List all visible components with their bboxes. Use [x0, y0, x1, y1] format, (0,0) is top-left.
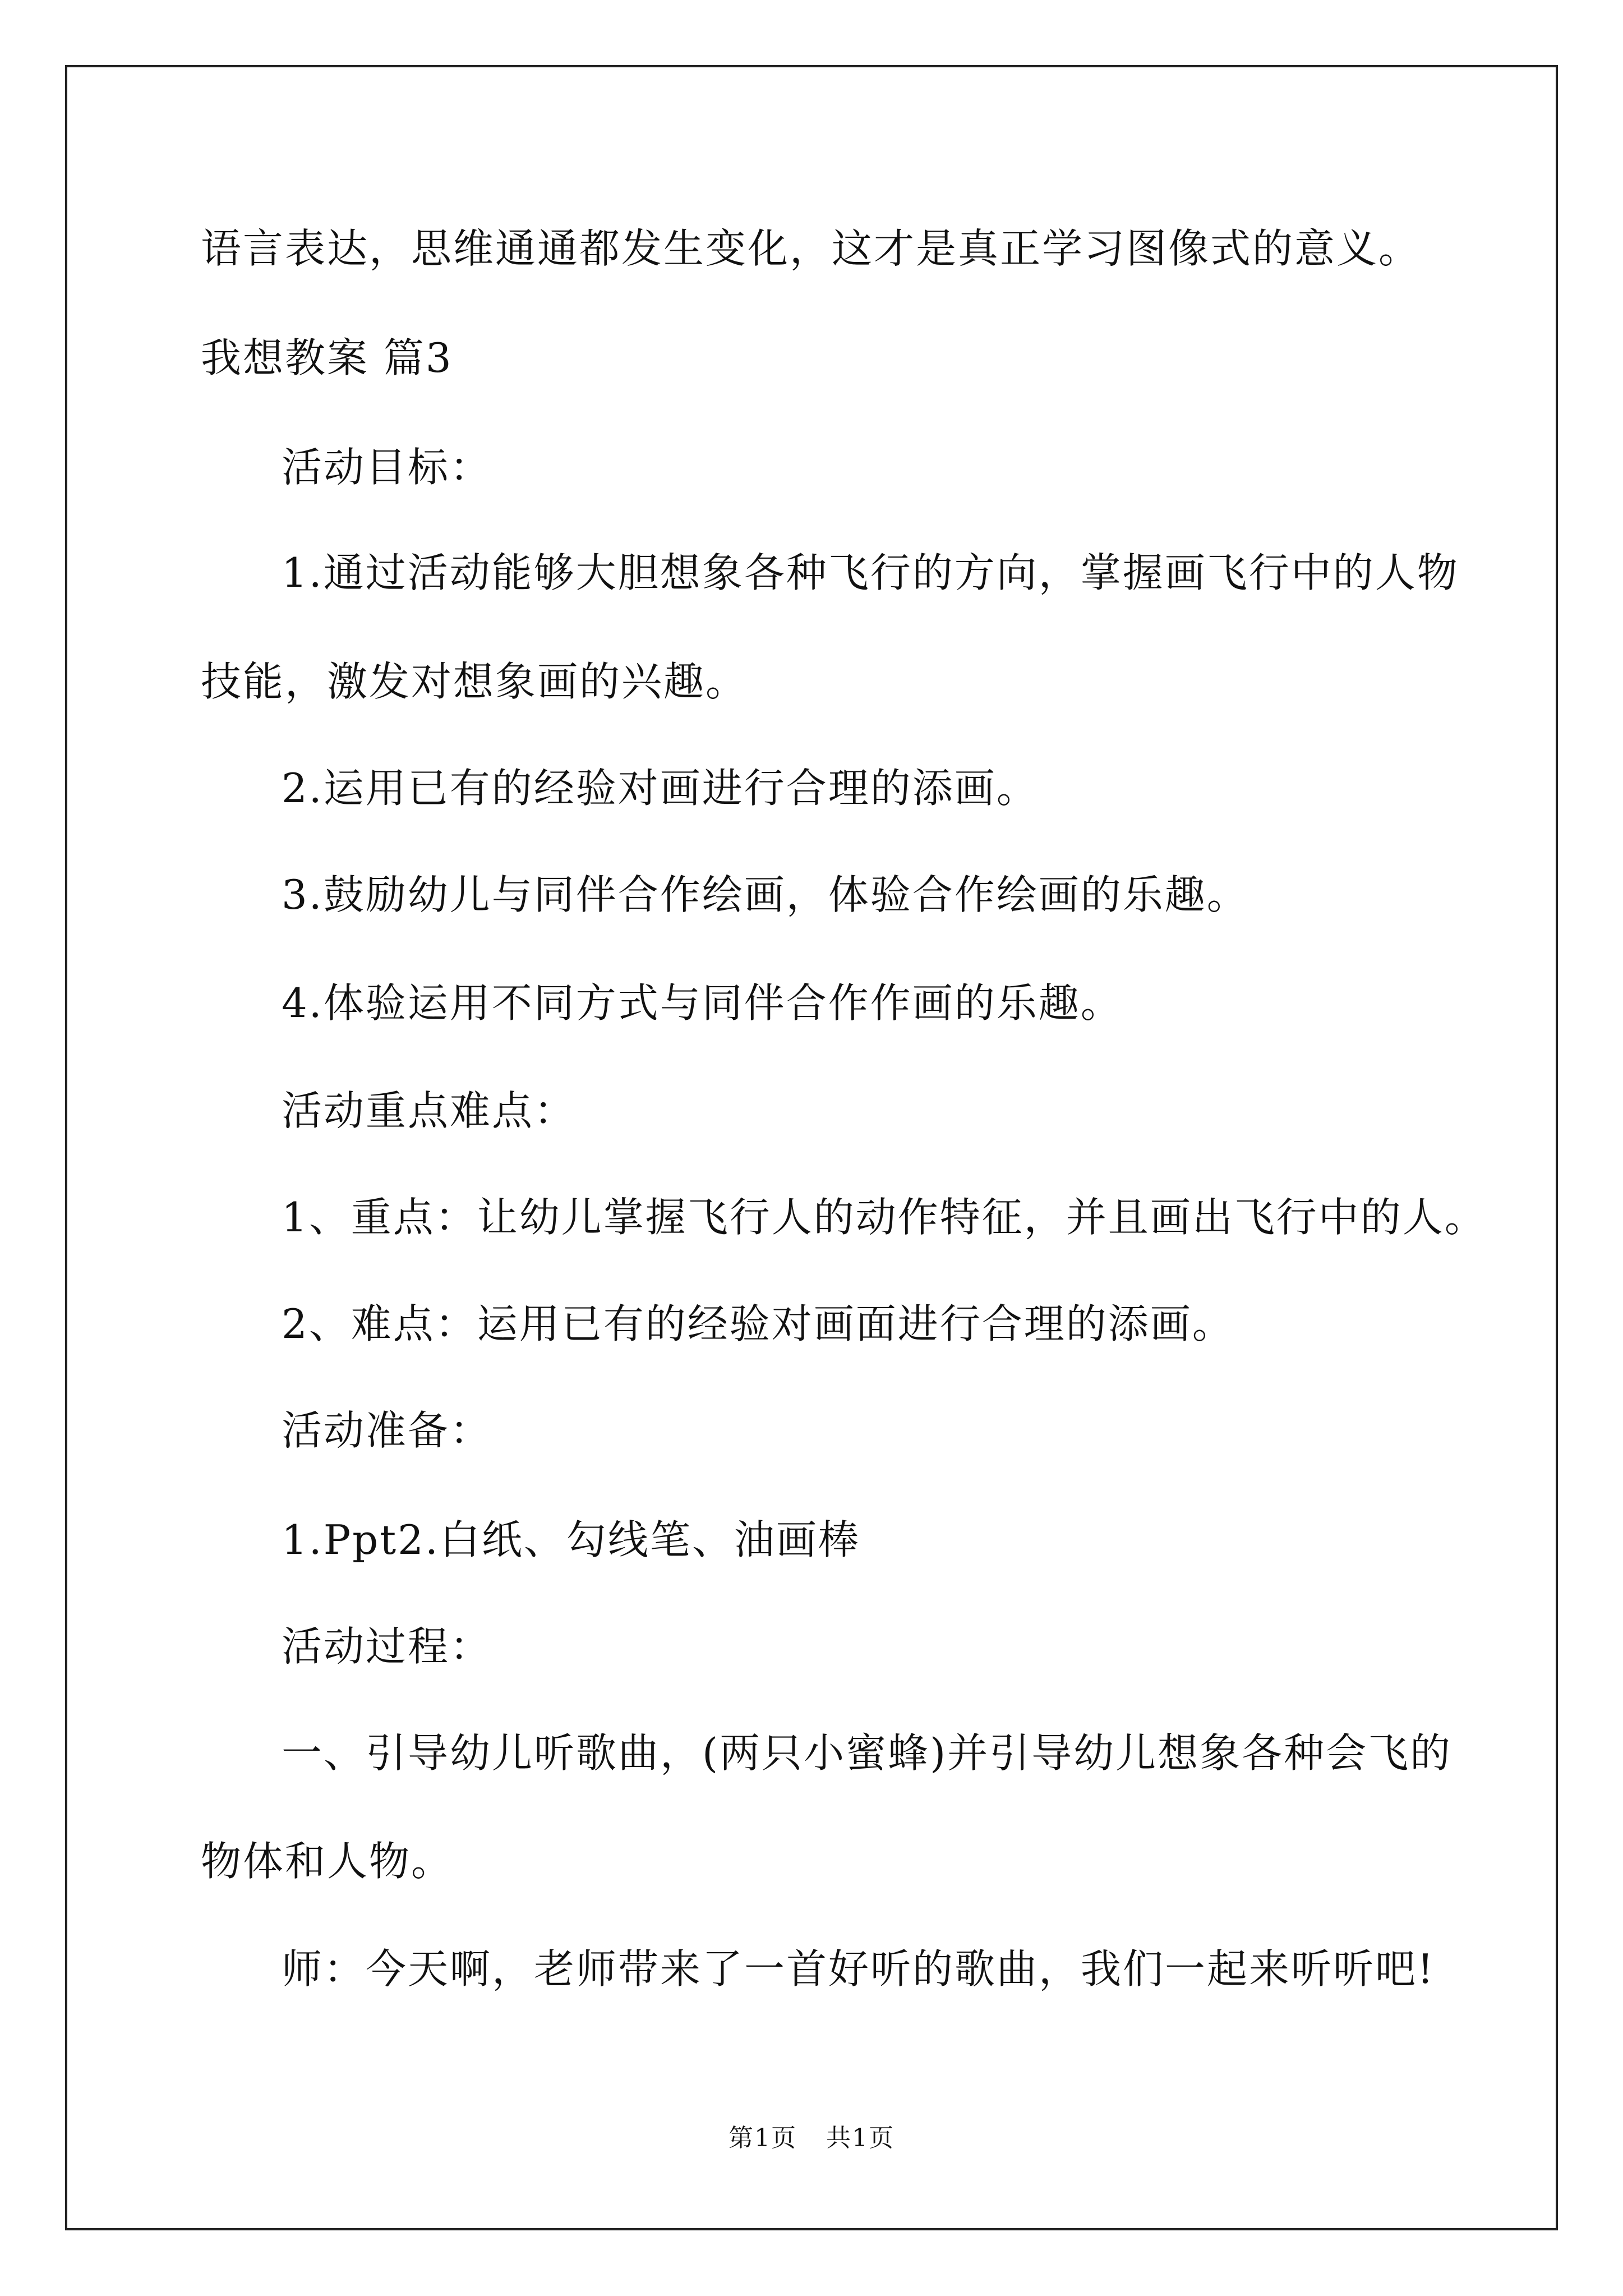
paragraph-line: 师：今天啊，老师带来了一首好听的歌曲，我们一起来听听吧! — [282, 1945, 1435, 1993]
paragraph-line: 2、难点：运用已有的经验对画面进行合理的添画。 — [282, 1300, 1234, 1347]
paragraph-line: 语言表达，思维通通都发生变化，这才是真正学习图像式的意义。 — [201, 225, 1421, 272]
paragraph-line: 活动过程： — [282, 1623, 492, 1670]
paragraph-line: 活动目标： — [282, 444, 492, 491]
paragraph-line: 1.通过活动能够大胆想象各种飞行的方向，掌握画飞行中的人物 — [282, 549, 1459, 596]
paragraph-line: 2.运用已有的经验对画进行合理的添画。 — [282, 765, 1039, 812]
paragraph-line: 技能，激发对想象画的兴趣。 — [201, 658, 748, 705]
paragraph-line: 物体和人物。 — [201, 1838, 454, 1885]
paragraph-line: 1、重点：让幼儿掌握飞行人的动作特征，并且画出飞行中的人。 — [282, 1194, 1487, 1241]
paragraph-line: 活动准备： — [282, 1407, 492, 1454]
page-number-total: 共1页 — [826, 2124, 895, 2152]
paragraph-line: 1.Ppt2.白纸、勾线笔、油画棒 — [282, 1516, 860, 1563]
page-border — [65, 65, 1558, 2230]
paragraph-line: 3.鼓励幼儿与同伴合作绘画，体验合作绘画的乐趣。 — [282, 871, 1249, 918]
paragraph-line: 4.体验运用不同方式与同伴合作作画的乐趣。 — [282, 979, 1123, 1027]
section-heading: 我想教案 篇3 — [201, 334, 453, 381]
page-number-current: 第1页 — [728, 2124, 797, 2152]
paragraph-line: 一、引导幼儿听歌曲，(两只小蜜蜂)并引导幼儿想象各种会飞的 — [282, 1729, 1453, 1777]
page-footer — [0, 2123, 1623, 2154]
paragraph-line: 活动重点难点： — [282, 1087, 577, 1134]
